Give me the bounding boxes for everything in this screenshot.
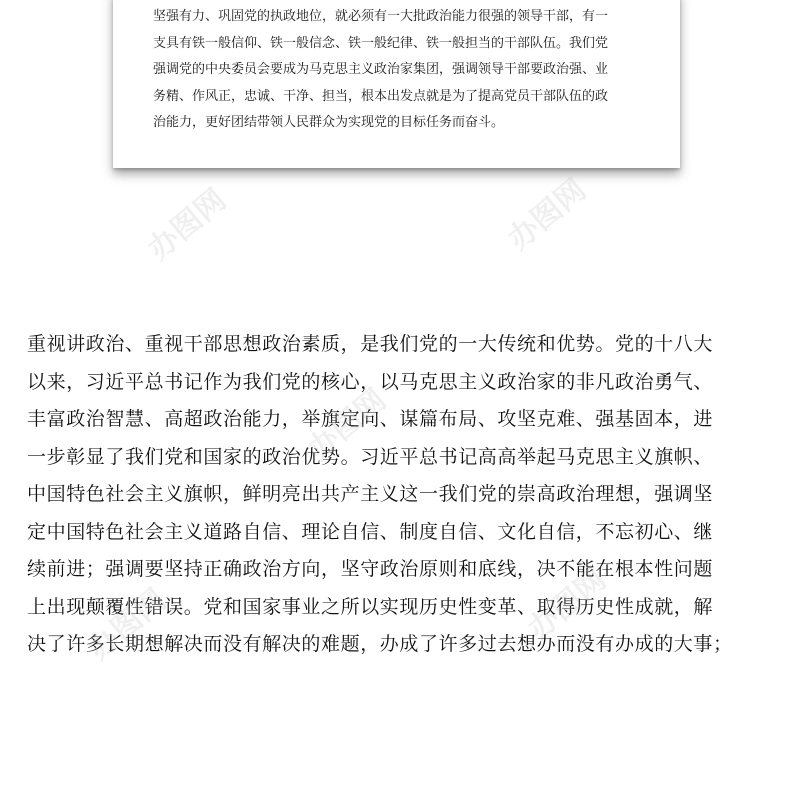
body-line: 决了许多长期想解决而没有解决的难题，办成了许多过去想办而没有办成的大事； bbox=[27, 633, 733, 655]
card-line: 支具有铁一般信仰、铁一般信念、铁一般纪律、铁一般担当的干部队伍。我们党 bbox=[153, 35, 609, 51]
body-line: 上出现颠覆性错误。党和国家事业之所以实现历史性变革、取得历史性成就，解 bbox=[27, 595, 714, 618]
watermark: 办图网 bbox=[521, 562, 613, 648]
card-line: 务精、作风正，忠诚、干净、担当，根本出发点就是为了提高党员干部队伍的政 bbox=[153, 88, 609, 104]
body-paragraph bbox=[27, 326, 779, 664]
body-line: 续前进；强调要坚持正确政治方向，坚守政治原则和底线，决不能在根本性问题 bbox=[27, 558, 714, 580]
body-line: 一步彰显了我们党和国家的政治优势。习近平总书记高高举起马克思主义旗帜、 bbox=[27, 445, 714, 468]
watermark: 办图网 bbox=[501, 172, 593, 258]
watermark: 办图网 bbox=[81, 582, 173, 668]
quote-card-text bbox=[153, 4, 653, 137]
card-line: 治能力，更好团结带领人民群众为实现党的目标任务而奋斗。 bbox=[153, 115, 505, 131]
watermark: 办图网 bbox=[301, 382, 393, 468]
card-line: 坚强有力、巩固党的执政地位，就必须有一大批政治能力很强的领导干部，有一 bbox=[153, 9, 609, 24]
body-line: 重视讲政治、重视干部思想政治素质，是我们党的一大传统和优势。党的十八大 bbox=[27, 333, 714, 355]
card-line: 强调党的中央委员会要成为马克思主义政治家集团，强调领导干部要政治强、业 bbox=[153, 62, 609, 78]
body-line: 以来，习近平总书记作为我们党的核心，以马克思主义政治家的非凡政治勇气、 bbox=[27, 370, 714, 393]
body-line: 中国特色社会主义旗帜，鲜明亮出共产主义这一我们党的崇高政治理想，强调坚 bbox=[27, 483, 714, 505]
watermark: 办图网 bbox=[141, 182, 233, 268]
body-line: 定中国特色社会主义道路自信、理论自信、制度自信、文化自信，不忘初心、继 bbox=[27, 520, 714, 543]
body-line: 丰富政治智慧、高超政治能力，举旗定向、谋篇布局、攻坚克难、强基固本，进 bbox=[27, 408, 714, 430]
